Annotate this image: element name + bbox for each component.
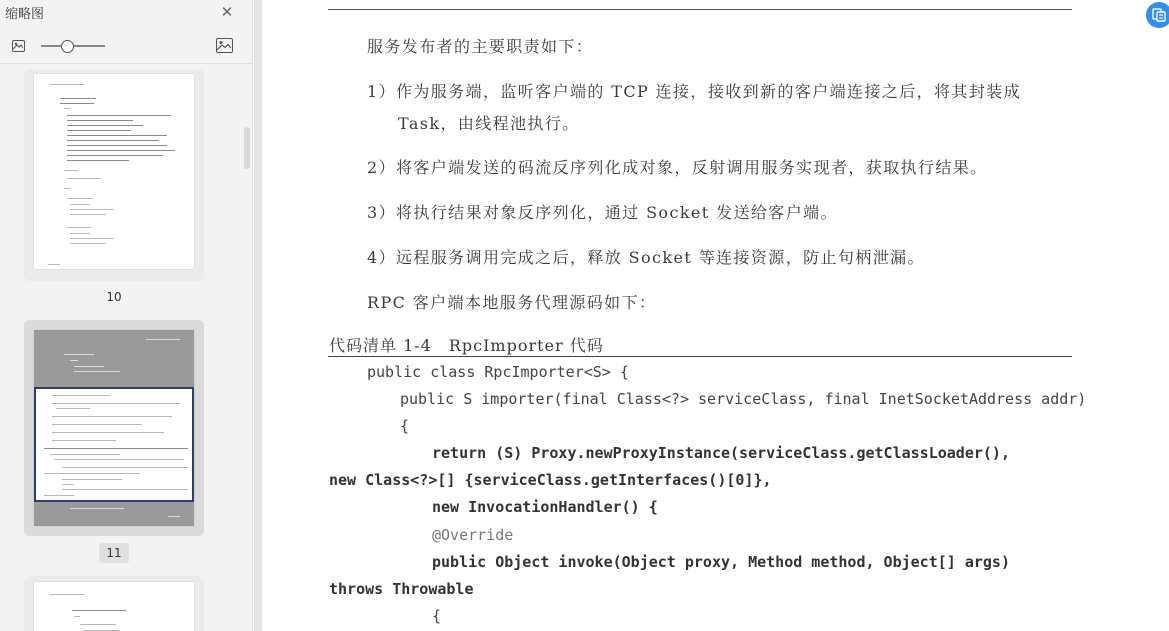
document-translate-icon[interactable]	[1146, 2, 1169, 28]
code-line: public class RpcImporter<S> {	[367, 363, 629, 381]
page-thumbnail-12[interactable]	[24, 576, 204, 631]
current-viewport-frame[interactable]	[34, 387, 194, 502]
document-page	[262, 0, 1169, 631]
pane-splitter[interactable]	[254, 0, 262, 631]
sidebar-scrollbar[interactable]	[244, 127, 250, 169]
code-line: return (S) Proxy.newProxyInstance(serviceClass.getClassLoader(),	[432, 444, 1010, 462]
page-thumbnail-10[interactable]	[24, 69, 204, 281]
code-line: new InvocationHandler() {	[432, 498, 658, 516]
list-item-3: 3）将执行结果对象反序列化，通过 Socket 发送给客户端。	[367, 203, 838, 222]
image-small-icon[interactable]	[12, 40, 25, 52]
image-large-icon[interactable]	[216, 38, 233, 53]
code-line: @Override	[432, 526, 514, 544]
sidebar-title: 缩略图	[5, 7, 45, 22]
list-item-1-continued: Task，由线程池执行。	[398, 114, 580, 133]
list-item-1: 1）作为服务端，监听客户端的 TCP 连接，接收到新的客户端连接之后，将其封装成	[367, 82, 1022, 101]
thumbnail-sidebar	[0, 0, 253, 631]
zoom-slider-thumb[interactable]	[61, 40, 74, 53]
list-item-2: 2）将客户端发送的码流反序列化成对象，反射调用服务实现者，获取执行结果。	[367, 158, 988, 177]
page-number-label: 11	[99, 543, 129, 563]
sidebar-divider	[0, 63, 253, 64]
code-line: {	[432, 607, 442, 625]
code-line: public S importer(final Class<?> serviceClass, final InetSocketAddress addr)	[400, 390, 1087, 408]
page-thumbnail-11[interactable]	[24, 320, 204, 536]
code-line: throws Throwable	[329, 580, 474, 598]
code-line: {	[400, 417, 410, 435]
list-item-4: 4）远程服务调用完成之后，释放 Socket 等连接资源，防止句柄泄漏。	[367, 248, 925, 267]
code-line: public Object invoke(Object proxy, Method method, Object[] args)	[432, 553, 1010, 571]
header-rule	[328, 9, 1072, 10]
listing-rule	[328, 356, 1072, 357]
paragraph-rpc: RPC 客户端本地服务代理源码如下：	[367, 293, 657, 312]
page-number-label: 10	[106, 290, 122, 304]
thumbnail-page-preview	[34, 582, 194, 631]
close-icon[interactable]: ✕	[220, 3, 234, 21]
paragraph-intro: 服务发布者的主要职责如下：	[367, 37, 594, 56]
code-line: new Class<?>[] {serviceClass.getInterfaces()[0]},	[329, 471, 772, 489]
listing-title: 代码清单 1-4 RpcImporter 代码	[329, 336, 604, 355]
thumbnail-zoom-control	[0, 34, 253, 60]
thumbnail-page-preview	[34, 330, 194, 526]
thumbnail-page-preview	[34, 74, 194, 269]
